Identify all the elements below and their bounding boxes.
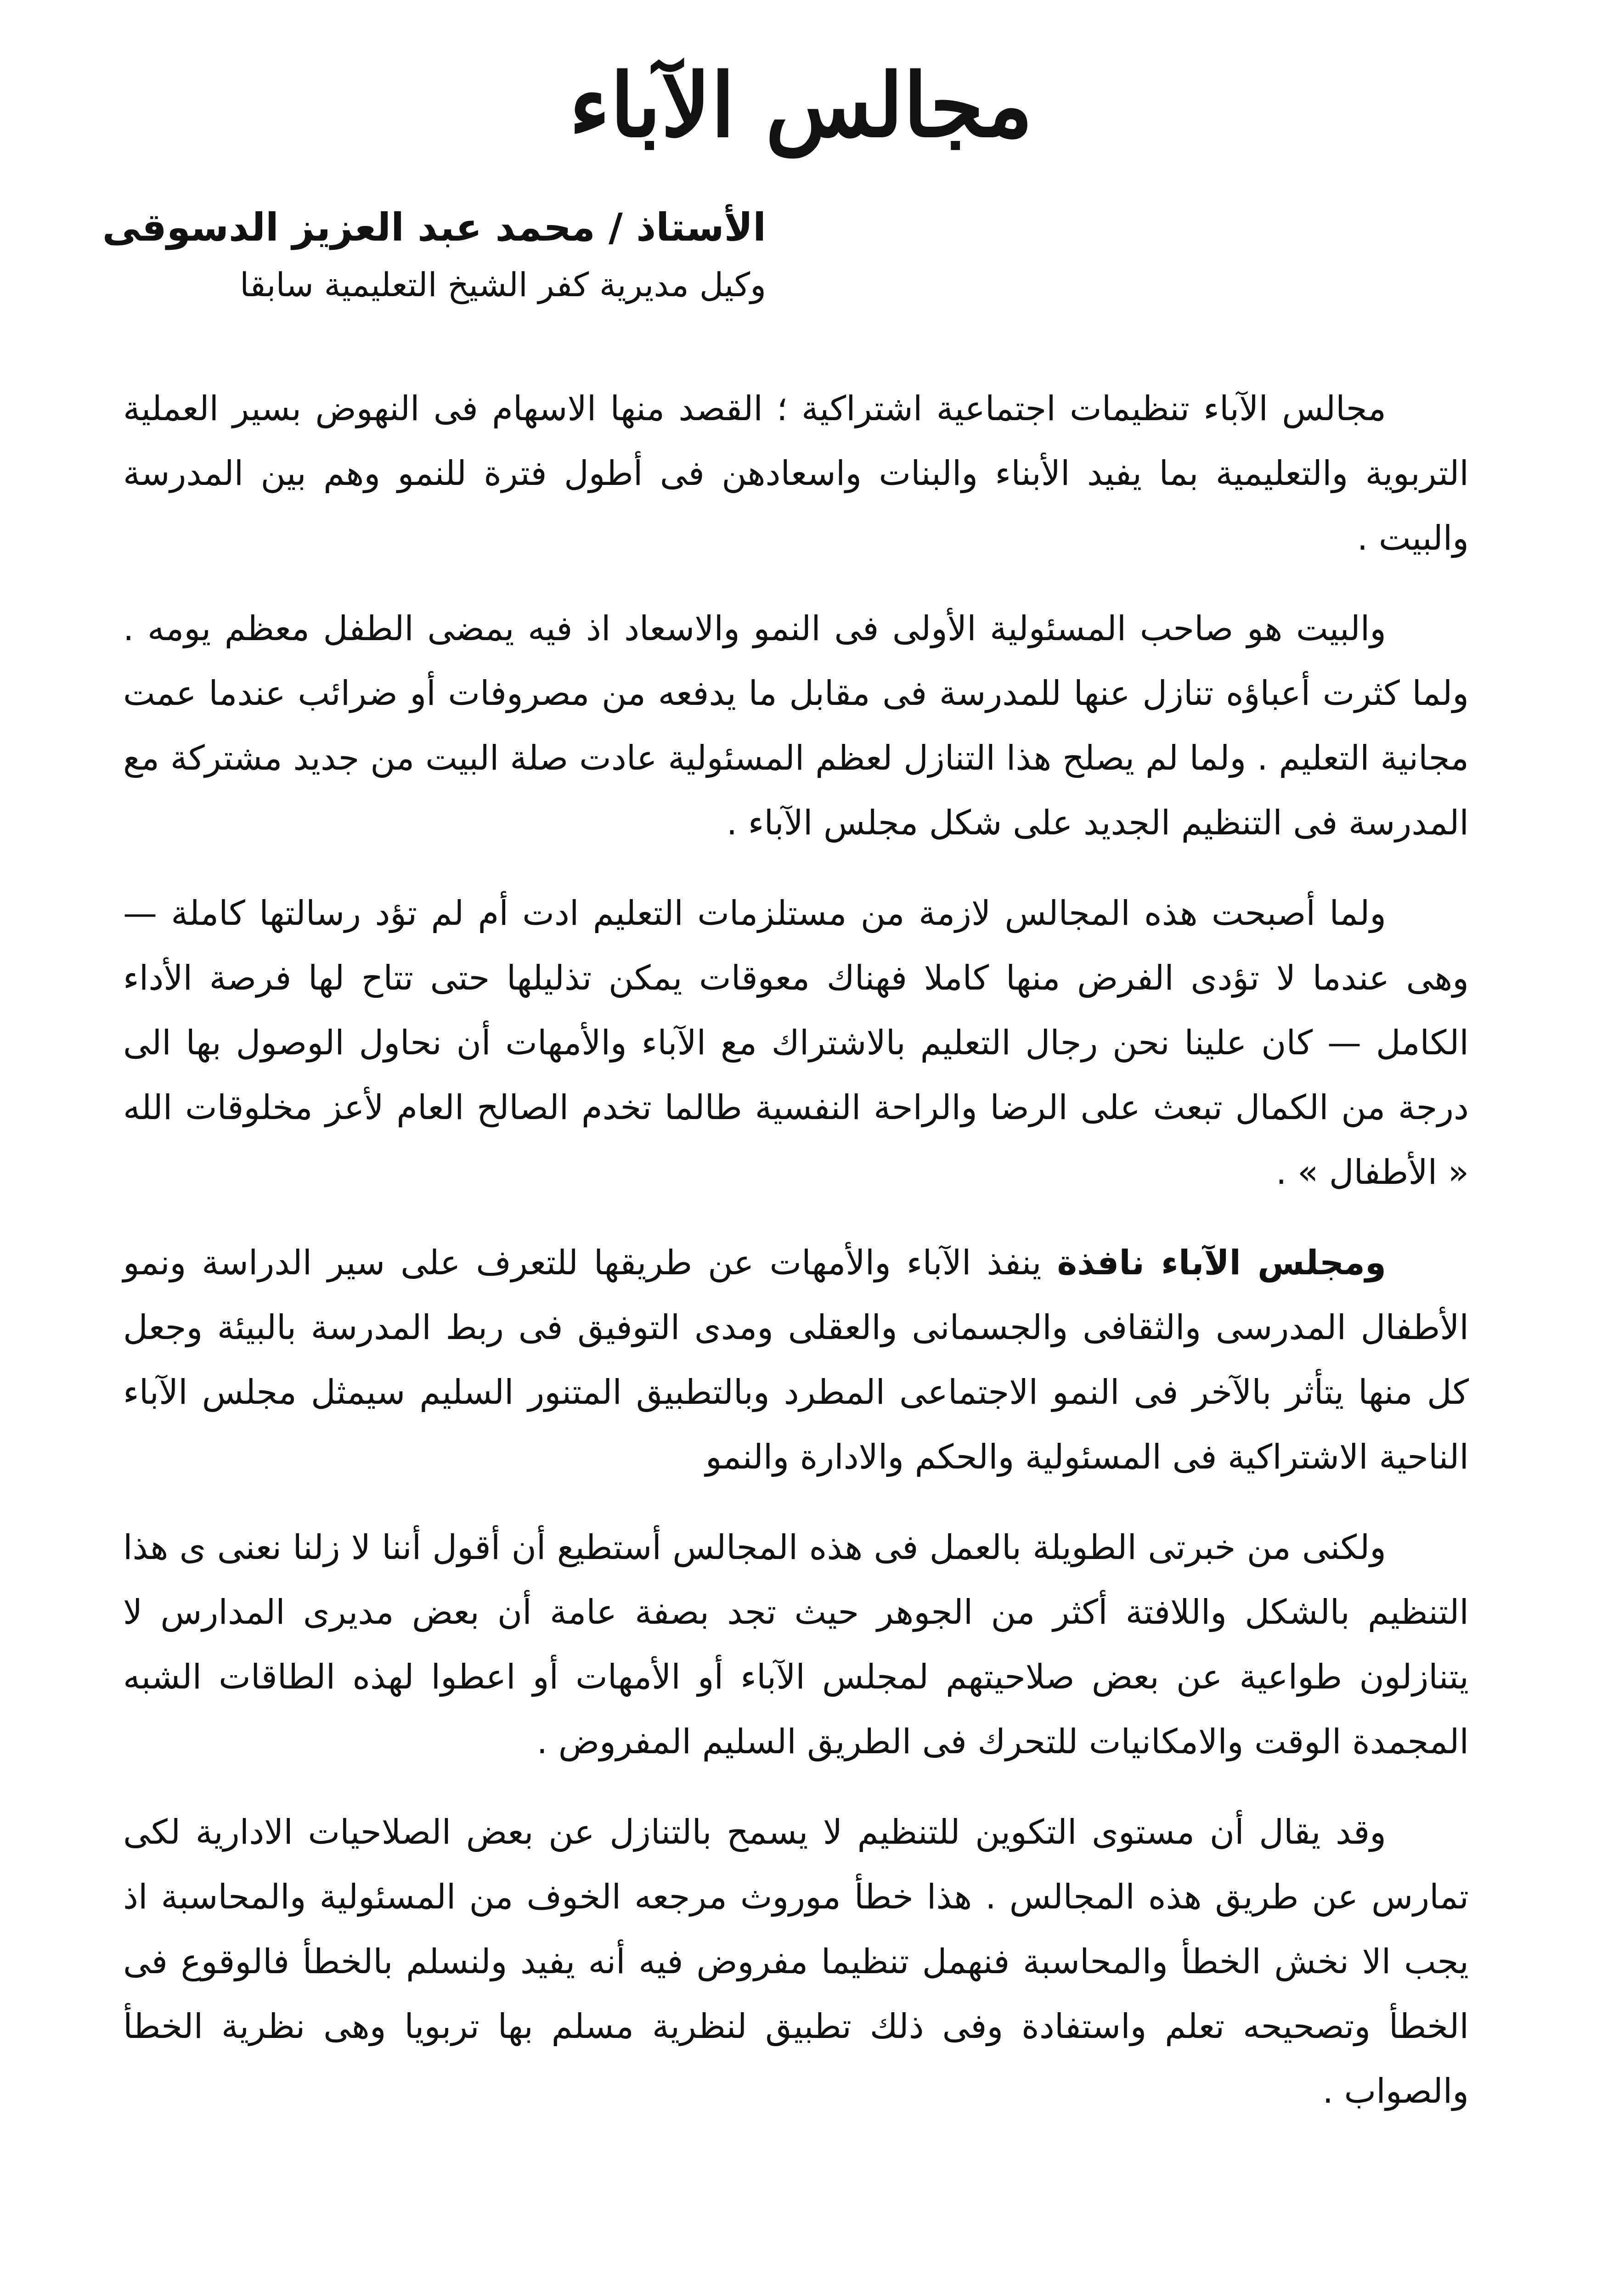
page-title: مجالس الآباء	[569, 54, 1033, 157]
paragraph-4-text: ينفذ الآباء والأمهات عن طريقها للتعرف على سير الدراسة ونمو الأطفال المدرسى والثقافى والجسمانى والعقلى ومدى التوفيق فى ربط المدرسة بالبيئة وجعل كل منها يتأثر بالآخر فى النمو الاجتماعى المطرد وبالتطبيق المتنور السليم سيمثل مجلس الآباء الناحية الاشتراكية فى المسئولية والحكم والادارة والنمو	[123, 1243, 1469, 1477]
paragraph-1	[123, 377, 1469, 571]
paragraph-4-lead: ومجلس الآباء نافذة	[1057, 1243, 1386, 1283]
author-block	[77, 197, 766, 312]
article-body	[123, 377, 1469, 2150]
paragraph-1-text: مجالس الآباء تنظيمات اجتماعية اشتراكية ؛ القصد منها الاسهام فى النهوض بسير العملية التربوية والتعليمية بما يفيد الأبناء والبنات واسعادهن فى أطول فترة للنمو وهم بين المدرسة والبيت .	[123, 389, 1469, 558]
paragraph-2	[123, 597, 1469, 855]
paragraph-5-text: ولكنى من خبرتى الطويلة بالعمل فى هذه المجالس أستطيع أن أقول أننا لا زلنا نعنى ى هذا التنظيم بالشكل واللافتة أكثر من الجوهر حيث تجد بصفة عامة أن بعض مديرى المدارس لا يتنازلون طواعية عن بعض صلاحيتهم لمجلس الآباء أو الأمهات أو اعطوا لهذه الطاقات الشبه المجمدة الوقت والامكانيات للتحرك فى الطريق السليم المفروض .	[123, 1528, 1469, 1761]
paragraph-3	[123, 881, 1469, 1205]
paragraph-6	[123, 1800, 1469, 2124]
paragraph-6-text: وقد يقال أن مستوى التكوين للتنظيم لا يسمح بالتنازل عن بعض الصلاحيات الادارية لكى تمارس عن طريق هذه المجالس . هذا خطأ موروث مرجعه الخوف من المسئولية والمحاسبة اذ يجب الا نخش الخطأ والمحاسبة فنهمل تنظيما مفروض فيه أنه يفيد ولنسلم بالخطأ فالوقوع فى الخطأ وتصحيحه تعلم واستفادة وفى ذلك تطبيق لنظرية مسلم بها تربويا وهى نظرية الخطأ والصواب .	[123, 1812, 1469, 2111]
paragraph-5	[123, 1515, 1469, 1774]
paragraph-2-text: والبيت هو صاحب المسئولية الأولى فى النمو والاسعاد اذ فيه يمضى الطفل معظم يومه . ولما كثرت أعباؤه تنازل عنها للمدرسة فى مقابل ما يدفعه من مصروفات أو ضرائب عندما عمت مجانية التعليم . ولما لم يصلح هذا التنازل لعظم المسئولية عادت صلة البيت من جديد مشتركة مع المدرسة فى التنظيم الجديد على شكل مجلس الآباء .	[123, 609, 1469, 843]
author-name: الأستاذ / محمد عبد العزيز الدسوقى	[102, 205, 766, 250]
author-role: وكيل مديرية كفر الشيخ التعليمية سابقا	[240, 265, 766, 304]
paragraph-4	[123, 1231, 1469, 1490]
paragraph-3-text: ولما أصبحت هذه المجالس لازمة من مستلزمات التعليم ادت أم لم تؤد رسالتها كاملة — وهى عندما لا تؤدى الفرض منها كاملا فهناك معوقات يمكن تذليلها حتى تتاح لها فرصة الأداء الكامل — كان علينا نحن رجال التعليم بالاشتراك مع الآباء والأمهات أن نحاول الوصول بها الى درجة من الكمال تبعث على الرضا والراحة النفسية طالما تخدم الصالح العام لأعز مخلوقات الله « الأطفال » .	[123, 894, 1469, 1192]
